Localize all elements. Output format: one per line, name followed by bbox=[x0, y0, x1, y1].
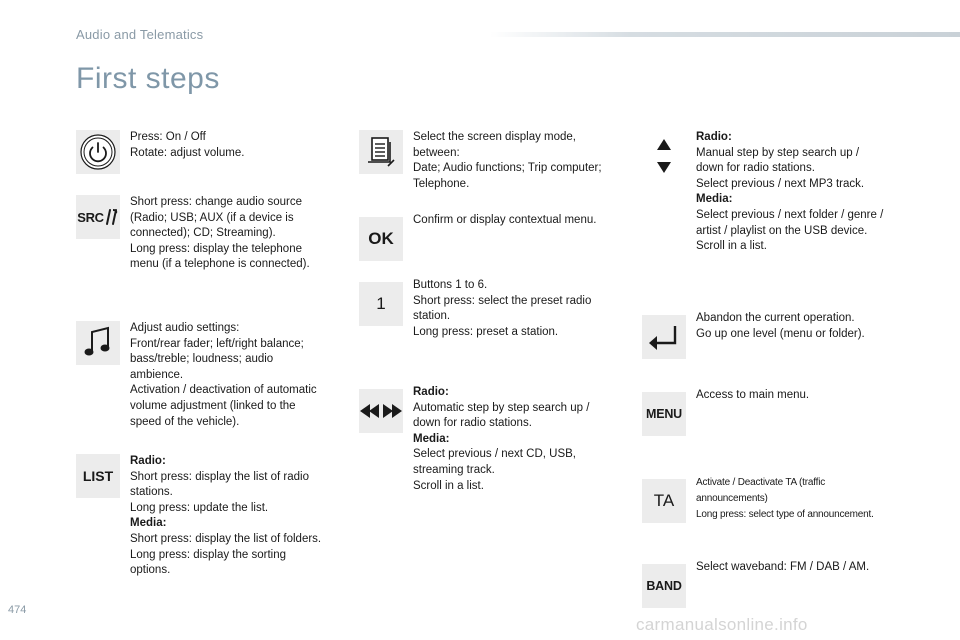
item-seek bbox=[359, 385, 589, 494]
desc-line: Activate / Deactivate TA (traffic bbox=[696, 477, 826, 488]
desc-line: Select previous / next CD, USB, bbox=[413, 448, 576, 461]
item-up-down bbox=[642, 130, 883, 255]
ok-label: OK bbox=[368, 229, 394, 248]
desc-line: announcements) bbox=[696, 493, 768, 504]
item-desc bbox=[130, 321, 317, 430]
item-menu bbox=[642, 388, 809, 436]
watermark: carmanualsonline.info bbox=[636, 615, 808, 634]
item-display-mode bbox=[359, 130, 602, 192]
desc-line: Front/rear fader; left/right balance; bbox=[130, 337, 304, 350]
menu-label: MENU bbox=[645, 407, 682, 421]
desc-line: down for radio stations. bbox=[413, 417, 532, 430]
item-ok bbox=[359, 213, 596, 261]
desc-line: stations. bbox=[130, 486, 173, 499]
desc-line: Radio: bbox=[696, 131, 732, 143]
desc-line: Select the screen display mode, bbox=[413, 131, 577, 143]
item-audio-settings bbox=[76, 321, 317, 430]
desc-line: Long press: select type of announcement. bbox=[696, 509, 874, 520]
item-desc bbox=[413, 130, 602, 192]
item-source bbox=[76, 195, 310, 273]
desc-line: Scroll in a list. bbox=[413, 479, 484, 492]
desc-line: Press: On / Off bbox=[130, 131, 206, 143]
desc-line: Buttons 1 to 6. bbox=[413, 279, 488, 291]
desc-line: menu (if a telephone is connected). bbox=[130, 258, 310, 271]
ta-label: TA bbox=[653, 491, 675, 510]
src-phone-icon bbox=[76, 195, 120, 239]
page-number: 474 bbox=[8, 604, 27, 616]
desc-line: Adjust audio settings: bbox=[130, 322, 240, 334]
up-down-arrows-icon bbox=[642, 134, 686, 178]
desc-line: Activation / deactivation of automatic bbox=[130, 384, 317, 397]
list-icon bbox=[76, 454, 120, 498]
item-list bbox=[76, 454, 321, 579]
item-desc bbox=[696, 560, 869, 576]
desc-line: Short press: display the list of folders. bbox=[130, 532, 322, 545]
desc-line: Confirm or display contextual menu. bbox=[413, 214, 597, 226]
item-back bbox=[642, 311, 865, 359]
desc-line: artist / playlist on the USB device. bbox=[696, 224, 868, 237]
item-desc bbox=[696, 388, 809, 404]
desc-line: (Radio; USB; AUX (if a device is bbox=[130, 211, 294, 224]
ta-icon bbox=[642, 479, 686, 523]
item-desc bbox=[696, 311, 865, 342]
item-desc bbox=[413, 213, 596, 229]
desc-line: Media: bbox=[413, 432, 450, 445]
menu-icon bbox=[642, 392, 686, 436]
page-title: First steps bbox=[76, 62, 220, 95]
desc-line: streaming track. bbox=[413, 463, 495, 476]
desc-line: Go up one level (menu or folder). bbox=[696, 327, 865, 340]
desc-line: Access to main menu. bbox=[696, 389, 810, 401]
item-desc bbox=[696, 130, 883, 255]
desc-line: Long press: display the telephone bbox=[130, 242, 302, 255]
display-mode-icon bbox=[359, 130, 403, 174]
item-desc bbox=[130, 454, 321, 579]
desc-line: Long press: display the sorting bbox=[130, 548, 286, 561]
preset-label: 1 bbox=[376, 294, 386, 313]
desc-line: bass/treble; loudness; audio bbox=[130, 353, 274, 366]
desc-line: Short press: change audio source bbox=[130, 196, 302, 208]
desc-line: Scroll in a list. bbox=[696, 240, 767, 253]
item-desc bbox=[413, 385, 589, 494]
header-rule bbox=[490, 32, 960, 37]
desc-line: Automatic step by step search up / bbox=[413, 401, 590, 414]
desc-line: Radio: bbox=[413, 386, 449, 398]
desc-line: Select previous / next MP3 track. bbox=[696, 177, 865, 190]
item-desc bbox=[413, 278, 591, 340]
desc-line: between: bbox=[413, 146, 460, 159]
back-arrow-icon bbox=[642, 315, 686, 359]
src-label: SRC bbox=[77, 209, 104, 225]
music-note-icon bbox=[76, 321, 120, 365]
list-label: LIST bbox=[82, 468, 114, 484]
desc-line: Short press: select the preset radio bbox=[413, 294, 592, 307]
power-knob-icon bbox=[76, 130, 120, 174]
item-ta bbox=[642, 475, 874, 523]
desc-line: Select waveband: FM / DAB / AM. bbox=[696, 561, 870, 573]
desc-line: options. bbox=[130, 564, 171, 577]
desc-line: connected); CD; Streaming). bbox=[130, 227, 276, 240]
item-desc bbox=[696, 475, 874, 523]
desc-line: down for radio stations. bbox=[696, 162, 815, 175]
desc-line: Short press: display the list of radio bbox=[130, 470, 309, 483]
item-presets bbox=[359, 278, 591, 340]
item-power bbox=[76, 130, 244, 174]
desc-line: speed of the vehicle). bbox=[130, 415, 240, 428]
desc-line: volume adjustment (linked to the bbox=[130, 399, 296, 412]
item-desc bbox=[130, 130, 244, 161]
desc-line: Rotate: adjust volume. bbox=[130, 146, 245, 159]
ok-icon bbox=[359, 217, 403, 261]
desc-line: station. bbox=[413, 310, 451, 323]
desc-line: Abandon the current operation. bbox=[696, 312, 855, 324]
desc-line: Select previous / next folder / genre / bbox=[696, 208, 884, 221]
desc-line: Long press: update the list. bbox=[130, 501, 269, 514]
desc-line: Radio: bbox=[130, 455, 166, 467]
item-band bbox=[642, 560, 869, 608]
band-icon bbox=[642, 564, 686, 608]
desc-line: Date; Audio functions; Trip computer; bbox=[413, 162, 602, 175]
preset-1-icon bbox=[359, 282, 403, 326]
item-desc bbox=[130, 195, 310, 273]
desc-line: Long press: preset a station. bbox=[413, 325, 559, 338]
section-header: Audio and Telematics bbox=[76, 27, 204, 42]
desc-line: Manual step by step search up / bbox=[696, 146, 860, 159]
desc-line: Telephone. bbox=[413, 177, 470, 190]
desc-line: ambience. bbox=[130, 368, 184, 381]
seek-arrows-icon bbox=[359, 389, 403, 433]
desc-line: Media: bbox=[130, 517, 167, 530]
band-label: BAND bbox=[646, 579, 682, 593]
desc-line: Media: bbox=[696, 193, 733, 206]
